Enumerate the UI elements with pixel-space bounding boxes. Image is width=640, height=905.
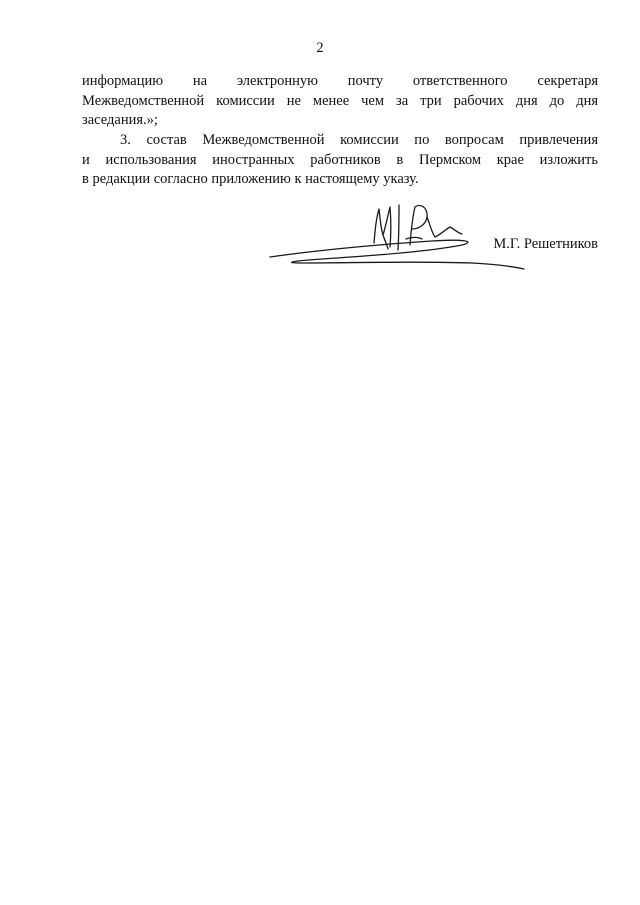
signature-stroke: [270, 240, 524, 269]
handwritten-signature: [262, 195, 532, 285]
signature-stroke: [427, 217, 462, 237]
text-line: 3. состав Межведомственной комиссии по вопросам привлечения: [120, 132, 598, 148]
text-line: информацию на электронную почту ответственного секретаря: [82, 73, 598, 89]
paragraph-continuation: [82, 72, 598, 131]
text-line: в редакции согласно приложению к настоящему указу.: [82, 171, 419, 187]
text-line: Межведомственной комиссии не менее чем за три рабочих дня до дня: [82, 92, 598, 109]
signature-stroke: [410, 205, 427, 245]
page-number: 2: [316, 40, 324, 56]
paragraph-item-3: [82, 131, 598, 190]
signer-name: М.Г. Решетников: [493, 236, 598, 252]
text-line: и использования иностранных работников в Пермском крае изложить: [82, 151, 598, 168]
signature-stroke: [374, 207, 391, 247]
signature-stroke: [406, 238, 422, 240]
text-line: заседания.»;: [82, 112, 158, 128]
signature-stroke: [383, 235, 388, 249]
